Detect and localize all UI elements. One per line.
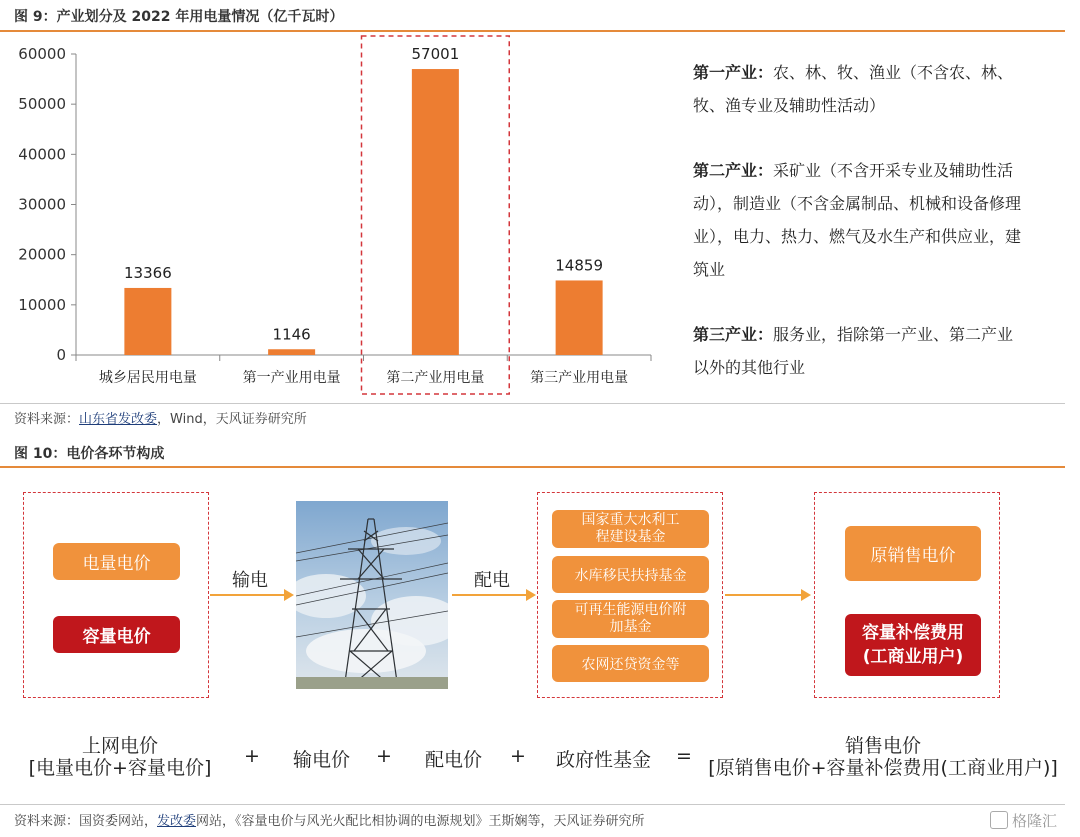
data-label: 13366 (124, 263, 172, 282)
distribution-arrow (452, 594, 534, 596)
formula-distribution-price: 配电价 (425, 749, 483, 771)
figure-9-source (14, 408, 307, 427)
bar (268, 349, 315, 355)
figure-10-source-suffix: 网站，《容量电价与风光火配比相协调的电源规划》王斯娴等，天风证券研究所 (196, 814, 645, 829)
original-sales-price-pill: 原销售电价 (845, 526, 981, 581)
fund-water-project-label: 国家重大水利工程建设基金 (581, 512, 680, 545)
transmission-arrow (210, 594, 292, 596)
y-tick-label: 60000 (18, 45, 66, 63)
watermark (990, 810, 1057, 831)
watermark-logo-icon (990, 811, 1008, 829)
figure-10-source-link[interactable]: 发改委 (157, 814, 197, 829)
industry-descriptions (693, 56, 1023, 384)
desc-tertiary (693, 318, 1023, 384)
formula-plus-3: + (510, 745, 526, 767)
bar-chart (0, 32, 665, 402)
fund-water-project (552, 510, 709, 548)
fund-reservoir-migrant: 水库移民扶持基金 (552, 556, 709, 593)
y-tick-label: 20000 (18, 245, 66, 264)
y-tick-label: 30000 (18, 195, 66, 214)
formula-term-grid-price (20, 735, 220, 779)
desc-tertiary-head: 第三产业： (693, 325, 774, 344)
figure-9-title: 图 9：产业划分及 2022 年用电量情况（亿千瓦时） (14, 9, 344, 25)
x-category-label: 第二产业用电量 (386, 370, 485, 386)
watermark-text: 格隆汇 (1012, 812, 1058, 830)
desc-primary-head: 第一产业： (693, 63, 774, 82)
result-arrow (725, 594, 809, 596)
figure-10-bottom-rule (0, 804, 1065, 805)
desc-tertiary-body: 服务业，指除第一产业、第二产业以外的其他行业 (693, 325, 1014, 377)
desc-secondary-body: 采矿业（不含开采专业及辅助性活动），制造业（不含金属制品、机械和设备修理业），电力、热力、燃气及水生产和供应业，建筑业 (693, 161, 1022, 279)
x-category-label: 城乡居民用电量 (98, 370, 197, 386)
transmission-tower-illustration (296, 501, 448, 689)
energy-price-pill: 电量电价 (53, 543, 180, 580)
formula-government-funds: 政府性基金 (556, 749, 652, 771)
formula-equals: = (676, 745, 692, 767)
data-label: 57001 (411, 45, 460, 64)
y-tick-label: 50000 (18, 95, 66, 114)
x-category-label: 第一产业用电量 (242, 370, 341, 386)
fund-rural-grid: 农网还贷资金等 (552, 645, 709, 682)
formula-plus-1: + (244, 745, 260, 767)
formula-grid-price-detail: [电量电价+容量电价] (28, 757, 212, 779)
transmission-label: 输电 (232, 570, 268, 591)
transmission-tower-image (296, 501, 448, 689)
bar (556, 280, 603, 355)
figure-10-source-prefix: 资料来源：国资委网站， (14, 814, 158, 829)
data-label: 14859 (555, 256, 603, 275)
figure-10-title: 图 10：电价各环节构成 (14, 446, 165, 462)
desc-secondary-head: 第二产业： (693, 161, 774, 180)
y-tick-label: 10000 (18, 295, 66, 314)
desc-secondary (693, 154, 1023, 286)
desc-primary-body: 农、林、牧、渔业（不含农、林、牧、渔专业及辅助性活动） (693, 63, 1014, 115)
figure-9-bottom-rule (0, 403, 1065, 404)
formula-grid-price: 上网电价 (81, 735, 158, 757)
x-category-label: 第三产业用电量 (530, 370, 629, 386)
figure-10-top-rule (0, 466, 1065, 468)
desc-primary (693, 56, 1023, 122)
y-tick-label: 0 (56, 346, 66, 364)
capacity-price-pill: 容量电价 (53, 616, 180, 653)
bar (412, 69, 459, 355)
capacity-compensation-pill (845, 614, 981, 676)
formula-sales-price: 销售电价 (844, 735, 921, 757)
bar-chart-svg (0, 32, 665, 402)
figure-9-source-prefix: 资料来源： (14, 412, 80, 427)
generation-price-box (23, 492, 209, 698)
y-tick-label: 40000 (18, 145, 66, 164)
figure-10-source (14, 810, 645, 829)
formula-plus-2: + (376, 745, 392, 767)
fund-renewable-surcharge (552, 600, 709, 638)
formula-term-sales-price (708, 735, 1058, 779)
formula-sales-price-detail: [原销售电价+容量补偿费用(工商业用户)] (708, 757, 1058, 779)
figure-9-source-suffix: ，Wind，天风证券研究所 (157, 412, 307, 427)
fund-renewable-surcharge-label: 可再生能源电价附加基金 (574, 602, 687, 635)
formula-transmission-price: 输电价 (293, 749, 351, 771)
capacity-compensation-label: 容量补偿费用(工商业用户) (862, 623, 964, 667)
bar (124, 288, 171, 355)
figure-9-source-link[interactable]: 山东省发改委 (79, 412, 158, 427)
distribution-label: 配电 (474, 570, 510, 591)
data-label: 1146 (272, 325, 311, 344)
